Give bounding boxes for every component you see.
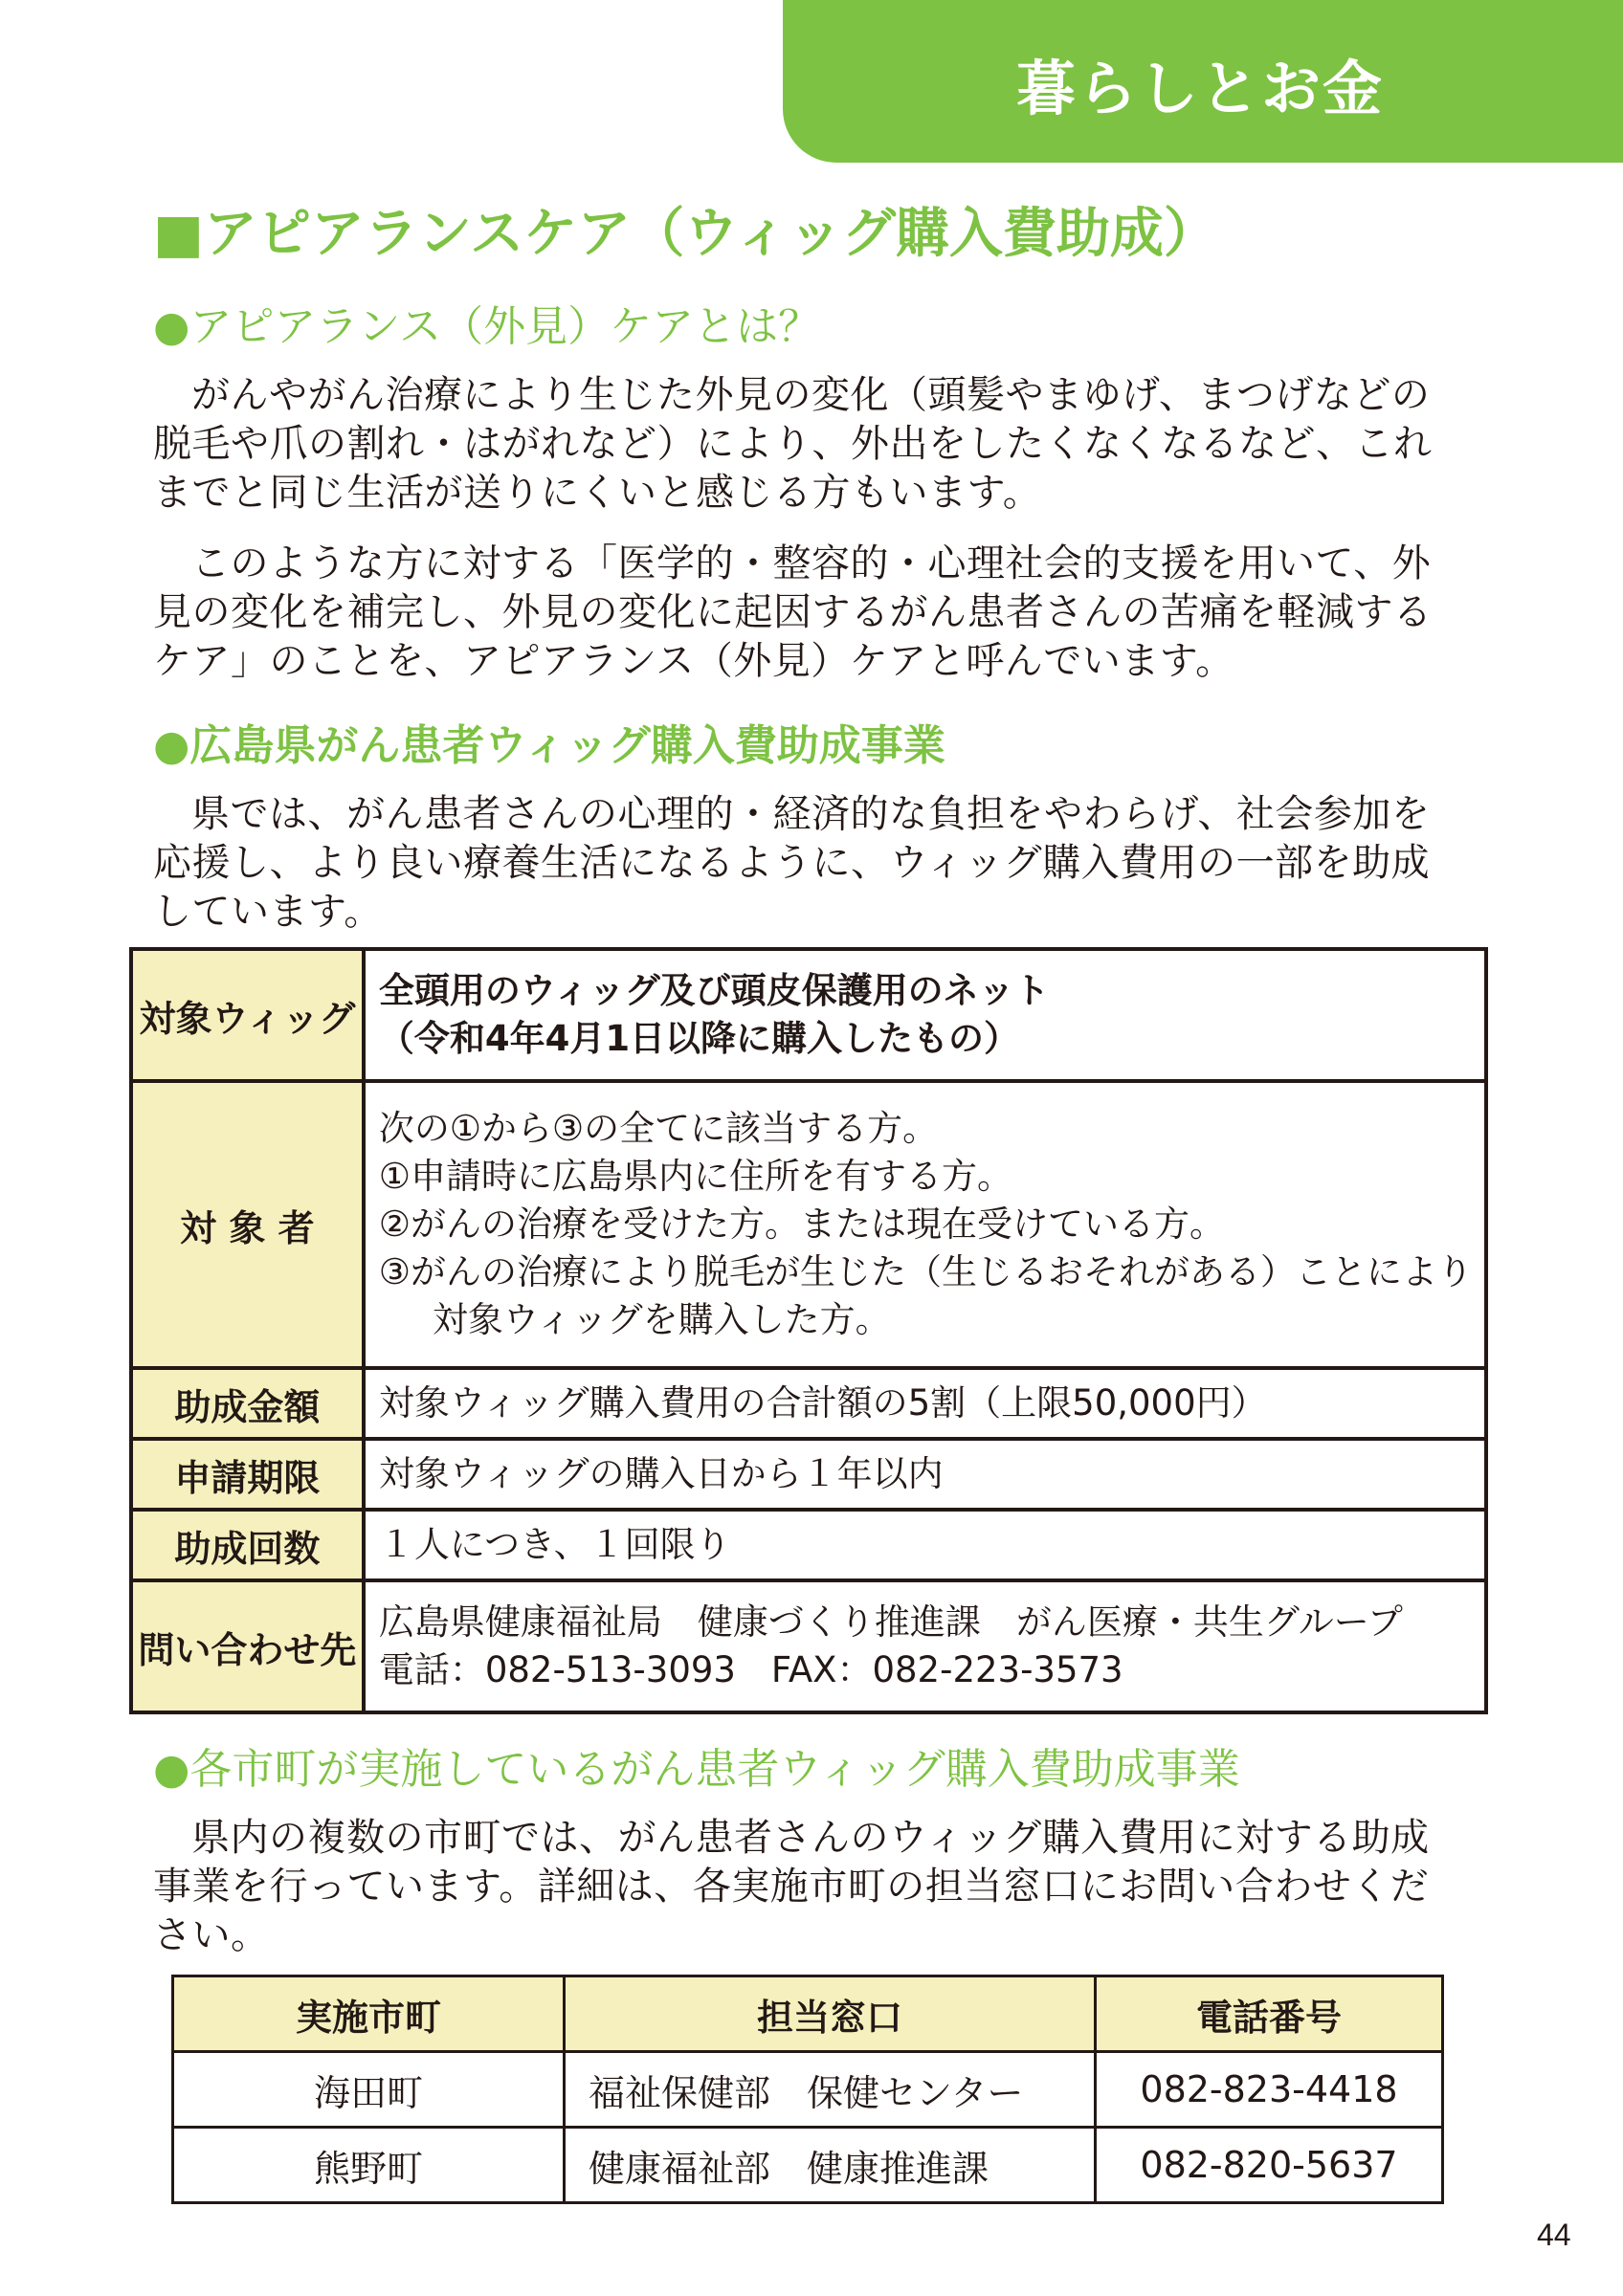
page-title [153,205,1217,264]
municipal-programs-table [171,1975,1444,2204]
table-row [173,2128,1443,2203]
table-key-count: 助成回数 [131,1510,364,1580]
cell-phone: 082-820-5637 [1096,2128,1443,2203]
contact-line-2: 電話：082-513-3093 FAX：082-223-3573 [378,1649,1123,1690]
eligible-line-4: ③がんの治療により脱毛が生じた（生じるおそれがある）ことにより [378,1251,1473,1292]
table-key-amount: 助成金額 [131,1368,364,1439]
table-header-row [173,1976,1443,2052]
contact-line-1: 広島県健康福祉局 健康づくり推進課 がん医療・共生グループ [378,1601,1403,1643]
cell-municipality: 海田町 [173,2052,565,2128]
target-wig-line-1: 全頭用のウィッグ及び頭皮保護用のネット [378,970,1050,1011]
table-row [173,2052,1443,2128]
section-title-appearance-care: ●アピアランス（外見）ケアとは？ [153,302,821,351]
page-number: 44 [1537,2218,1571,2252]
eligible-line-2: ①申請時に広島県内に住所を有する方。 [378,1156,1012,1197]
table-value-target-wig [364,949,1486,1081]
cell-office: 健康福祉部 健康推進課 [565,2128,1096,2203]
prefecture-program-table [129,947,1488,1714]
table-row [131,949,1486,1081]
eligible-line-5: 対象ウィッグを購入した方。 [432,1299,891,1340]
table-value-contact [364,1580,1486,1712]
table-row [131,1580,1486,1712]
column-header-phone: 電話番号 [1096,1976,1443,2052]
column-header-office: 担当窓口 [565,1976,1096,2052]
table-row [131,1368,1486,1439]
table-key-deadline: 申請期限 [131,1439,364,1510]
category-tab [783,0,1623,163]
title-square-marker: ■ [153,203,204,265]
table-row [131,1439,1486,1510]
cell-office: 福祉保健部 保健センター [565,2052,1096,2128]
cell-municipality: 熊野町 [173,2128,565,2203]
section-title-prefecture-program: ●広島県がん患者ウィッグ購入費助成事業 [153,721,945,770]
table-value-amount: 対象ウィッグ購入費用の合計額の5割（上限50,000円） [364,1368,1486,1439]
section-title-municipal-programs: ●各市町が実施しているがん患者ウィッグ購入費助成事業 [153,1745,1240,1794]
table-row [131,1510,1486,1580]
section1-paragraph-2: このような方に対する「医学的・整容的・心理社会的支援を用いて、外見の変化を補完し、外見の変化に起因するがん患者さんの苦痛を軽減するケア」のことを、アピアランス（外見）ケアと呼んでいます。 [153,541,1433,683]
table-row [131,1081,1486,1368]
table-value-deadline: 対象ウィッグの購入日から１年以内 [364,1439,1486,1510]
column-header-municipality: 実施市町 [173,1976,565,2052]
eligible-line-3: ②がんの治療を受けた方。または現在受けている方。 [378,1203,1225,1245]
table-key-contact: 問い合わせ先 [131,1580,364,1712]
eligible-line-1: 次の①から③の全てに該当する方。 [378,1108,939,1149]
table-key-eligible: 対 象 者 [131,1081,364,1368]
target-wig-line-2: （令和4年4月1日以降に購入したもの） [378,1018,1020,1059]
section2-paragraph: 県では、がん患者さんの心理的・経済的な負担をやわらげ、社会参加を応援し、より良い療養生活になるように、ウィッグ購入費用の一部を助成しています。 [153,792,1431,934]
cell-phone: 082-823-4418 [1096,2052,1443,2128]
table-value-count: １人につき、１回限り [364,1510,1486,1580]
table-value-eligible [364,1081,1486,1368]
page-title-text: アピアランスケア（ウィッグ購入費助成） [203,203,1217,265]
category-tab-label: 暮らしとお金 [1016,54,1385,123]
section1-paragraph-1: がんやがん治療により生じた外見の変化（頭髪やまゆげ、まつげなどの脱毛や爪の割れ・はがれなど）により、外出をしたくなくなるなど、これまでと同じ生活が送りにくいと感じる方もいます。 [153,373,1433,515]
section3-paragraph: 県内の複数の市町では、がん患者さんのウィッグ購入費用に対する助成事業を行っています。詳細は、各実施市町の担当窓口にお問い合わせください。 [153,1816,1430,1957]
table-key-target-wig: 対象ウィッグ [131,949,364,1081]
